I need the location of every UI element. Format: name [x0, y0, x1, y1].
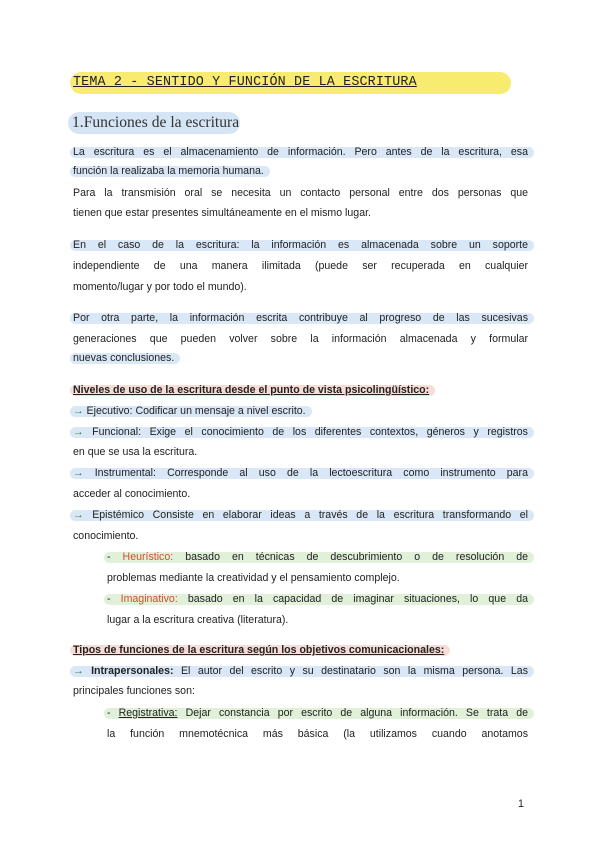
paragraph-line: Para la transmisión oral se necesita un contacto personal entre dos personas que: [73, 187, 528, 199]
sub-item-heuristico: - Heurístico: basado en técnicas de descubrimiento o de resolución de: [107, 551, 528, 563]
sub-item-line: problemas mediante la creatividad y el pensamiento complejo.: [107, 572, 400, 584]
sub-item-line: la función mnemotécnica más básica (la utilizamos cuando anotamos: [107, 728, 528, 740]
section-heading-niveles: Niveles de uso de la escritura desde el punto de vista psicolingüístico:: [73, 384, 430, 396]
page-number: 1: [518, 798, 524, 810]
paragraph-line: generaciones que pueden volver sobre la información almacenada y formular: [73, 333, 528, 345]
sub-item-line: lugar a la escritura creativa (literatura).: [107, 614, 289, 626]
section-heading-tipos: Tipos de funciones de la escritura según los objetivos comunicacionales:: [73, 644, 445, 656]
paragraph-line: independiente de una manera ilimitada (puede ser recuperada en cualquier: [73, 260, 528, 272]
section-heading-funciones: 1.Funciones de la escritura: [68, 112, 240, 134]
arrow-icon: →: [73, 405, 84, 417]
arrow-icon: →: [73, 665, 84, 677]
list-item-intrapersonales: → Intrapersonales: El autor del escrito y su destinatario son la misma persona. Las: [73, 665, 528, 677]
paragraph-line: tienen que estar presentes simultáneamente en el mismo lugar.: [73, 207, 371, 219]
list-item-ejecutivo: → Ejecutivo: Codificar un mensaje a nivel escrito.: [73, 405, 306, 417]
paragraph-line: nuevas conclusiones.: [73, 352, 175, 364]
arrow-icon: →: [73, 467, 84, 479]
paragraph-line: Por otra parte, la información escrita contribuye al progreso de las sucesivas: [73, 312, 528, 324]
list-item-line: conocimiento.: [73, 530, 139, 542]
paragraph-line: La escritura es el almacenamiento de información. Pero antes de la escritura, esa: [73, 146, 528, 158]
list-item-line: principales funciones son:: [73, 685, 195, 697]
sub-item-registrativa: - Registrativa: Dejar constancia por escrito de alguna información. Se trata de: [107, 707, 528, 719]
list-item-funcional: → Funcional: Exige el conocimiento de los diferentes contextos, géneros y registros: [73, 426, 528, 438]
paragraph-line: En el caso de la escritura: la información es almacenada sobre un soporte: [73, 239, 528, 251]
arrow-icon: →: [73, 509, 84, 521]
paragraph-line: momento/lugar y por todo el mundo).: [73, 281, 247, 293]
list-item-line: en que se usa la escritura.: [73, 446, 198, 458]
document-title: TEMA 2 - SENTIDO Y FUNCIÓN DE LA ESCRITURA: [70, 72, 511, 94]
list-item-epistemico: → Epistémico Consiste en elaborar ideas a través de la escritura transformando el: [73, 509, 528, 521]
paragraph-line: función la realizaba la memoria humana.: [73, 165, 264, 177]
sub-item-imaginativo: - Imaginativo: basado en la capacidad de imaginar situaciones, lo que da: [107, 593, 528, 605]
list-item-instrumental: → Instrumental: Corresponde al uso de la lectoescritura como instrumento para: [73, 467, 528, 479]
arrow-icon: →: [73, 426, 84, 438]
list-item-line: acceder al conocimiento.: [73, 488, 191, 500]
